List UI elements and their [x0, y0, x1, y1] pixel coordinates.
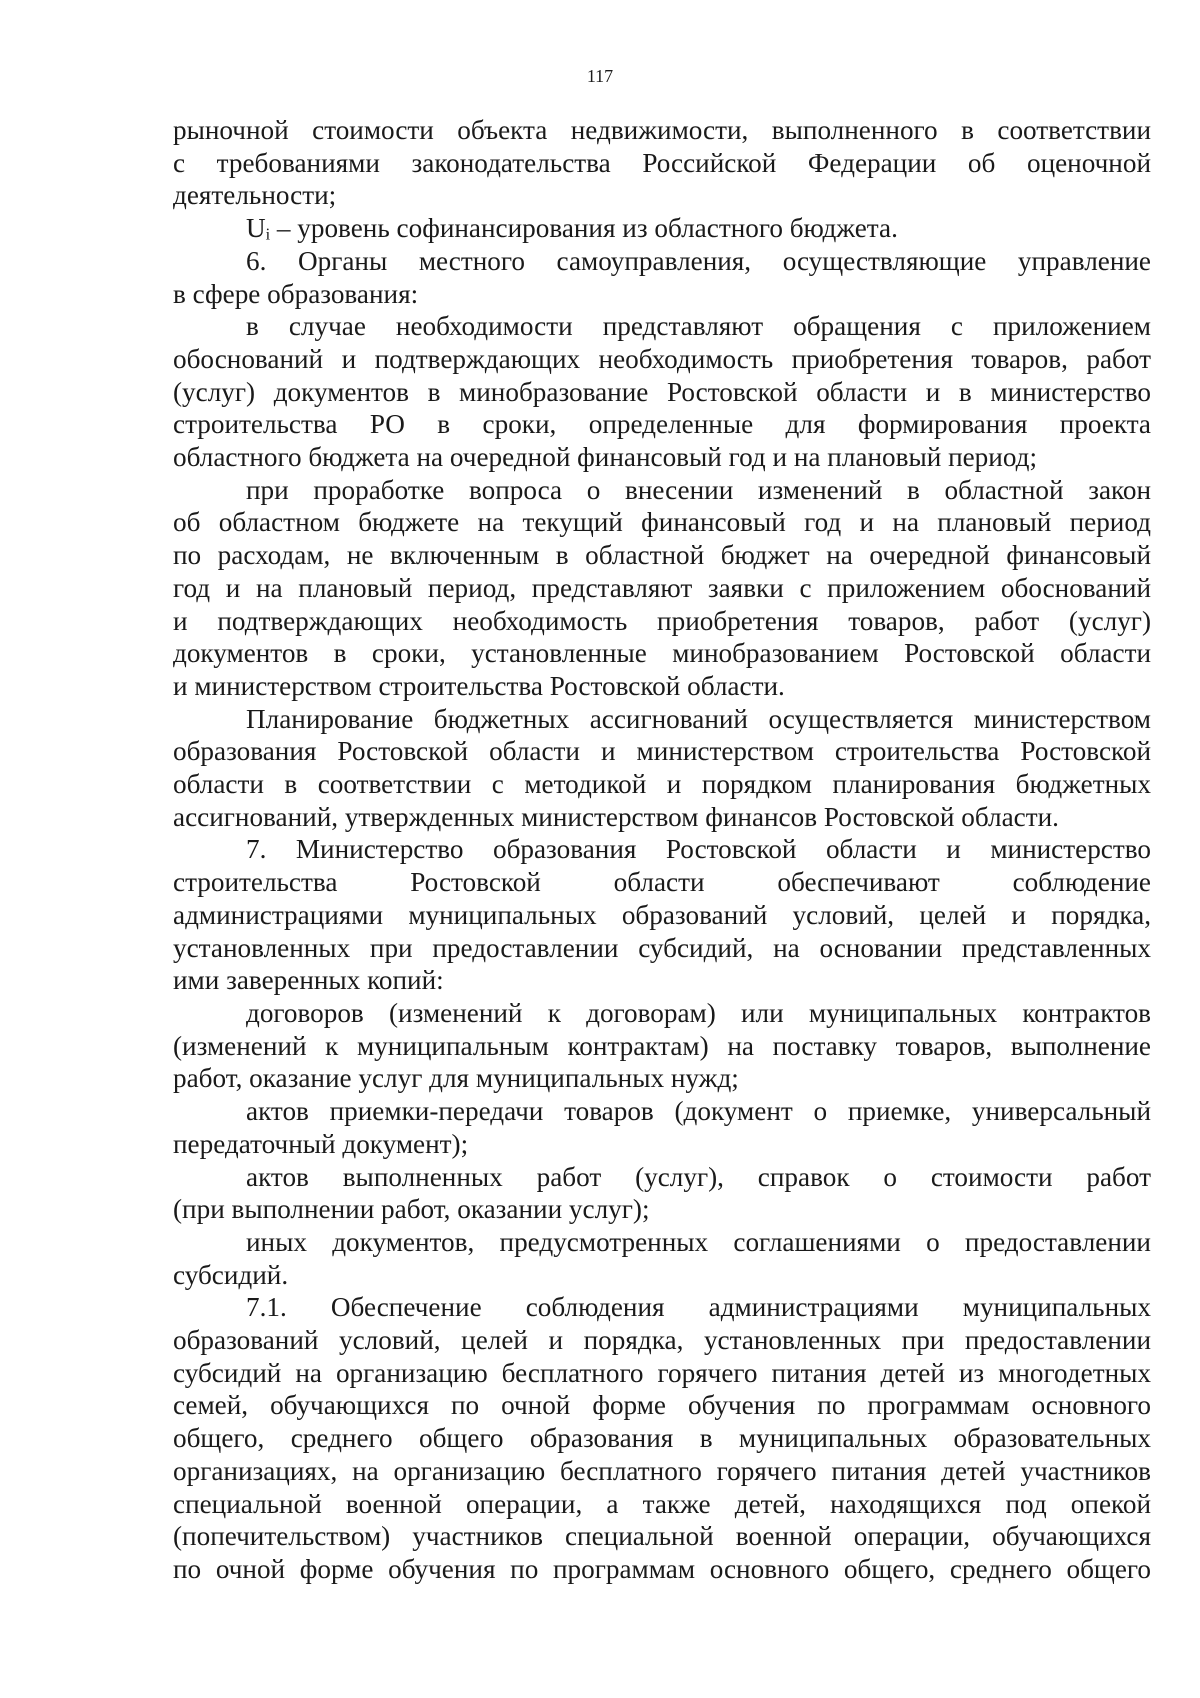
text-line: 6. Органы местного самоуправления, осуществляющие управление — [246, 245, 1151, 276]
text-line: семей, обучающихся по очной форме обучения по программам основного — [173, 1390, 1151, 1421]
text-line: 7.1. Обеспечение соблюдения администрациями муниципальных — [246, 1292, 1151, 1323]
text-line: строительства РО в сроки, определенные для формирования проекта — [173, 409, 1151, 440]
text-line: об областном бюджете на текущий финансовый год и на плановый период — [173, 507, 1151, 538]
text-line: обоснований и подтверждающих необходимость приобретения товаров, работ — [173, 343, 1151, 374]
text-line: администрациями муниципальных образований условий, целей и порядка, — [173, 899, 1151, 930]
text-line: субсидий. — [173, 1259, 289, 1290]
text-line: ими заверенных копий: — [173, 965, 444, 996]
text-line: договоров (изменений к договорам) или муниципальных контрактов — [246, 997, 1151, 1028]
text-line: документов в сроки, установленные минобразованием Ростовской области — [173, 638, 1151, 669]
text-line: передаточный документ); — [173, 1128, 469, 1159]
text-line: год и на плановый период, представляют заявки с приложением обоснований — [173, 572, 1151, 603]
text-line: и министерством строительства Ростовской области. — [173, 670, 785, 701]
text-line: области в соответствии с методикой и порядком планирования бюджетных — [173, 769, 1151, 800]
text-line: по расходам, не включенным в областной бюджет на очередной финансовый — [173, 540, 1151, 571]
text-line: в случае необходимости представляют обращения с приложением — [246, 311, 1151, 342]
text-line: деятельности; — [173, 180, 337, 211]
text-line: иных документов, предусмотренных соглашениями о предоставлении — [246, 1226, 1151, 1257]
text-line: с требованиями законодательства Российской Федерации об оценочной — [173, 147, 1151, 178]
text-line: 7. Министерство образования Ростовской области и министерство — [246, 834, 1151, 865]
text-line: образования Ростовской области и министерством строительства Ростовской — [173, 736, 1151, 767]
text-line: Uᵢ – уровень софинансирования из областного бюджета. — [246, 213, 898, 244]
text-line: работ, оказание услуг для муниципальных нужд; — [173, 1063, 739, 1094]
text-line: (попечительством) участников специальной военной операции, обучающихся — [173, 1521, 1151, 1552]
text-line: общего, среднего общего образования в муниципальных образовательных — [173, 1423, 1151, 1454]
text-line: в сфере образования: — [173, 278, 419, 309]
text-line: актов выполненных работ (услуг), справок о стоимости работ — [246, 1161, 1151, 1192]
text-line: рыночной стоимости объекта недвижимости, выполненного в соответствии — [173, 115, 1151, 145]
text-line: строительства Ростовской области обеспечивают соблюдение — [173, 867, 1151, 898]
text-line: установленных при предоставлении субсидий, на основании представленных — [173, 932, 1151, 963]
text-line: при проработке вопроса о внесении изменений в областной закон — [246, 474, 1151, 505]
text-line: образований условий, целей и порядка, установленных при предоставлении — [173, 1325, 1151, 1356]
text-line: организациях, на организацию бесплатного горячего питания детей участников — [173, 1455, 1151, 1486]
body-text — [173, 114, 1151, 1586]
text-line: актов приемки-передачи товаров (документ о приемке, универсальный — [246, 1096, 1151, 1127]
text-line: областного бюджета на очередной финансовый год и на плановый период; — [173, 442, 1038, 473]
text-line: ассигнований, утвержденных министерством финансов Ростовской области. — [173, 801, 1059, 832]
text-line: по очной форме обучения по программам основного общего, среднего общего — [173, 1553, 1151, 1584]
text-line: Планирование бюджетных ассигнований осуществляется министерством — [246, 703, 1151, 734]
text-line: (при выполнении работ, оказании услуг); — [173, 1194, 650, 1225]
text-line: (услуг) документов в минобразование Ростовской области и в министерство — [173, 376, 1151, 407]
page-number: 117 — [586, 66, 614, 86]
text-line: (изменений к муниципальным контрактам) на поставку товаров, выполнение — [173, 1030, 1151, 1061]
text-line: и подтверждающих необходимость приобретения товаров, работ (услуг) — [173, 605, 1151, 636]
text-line: субсидий на организацию бесплатного горячего питания детей из многодетных — [173, 1357, 1151, 1388]
text-line: специальной военной операции, а также детей, находящихся под опекой — [173, 1488, 1151, 1519]
